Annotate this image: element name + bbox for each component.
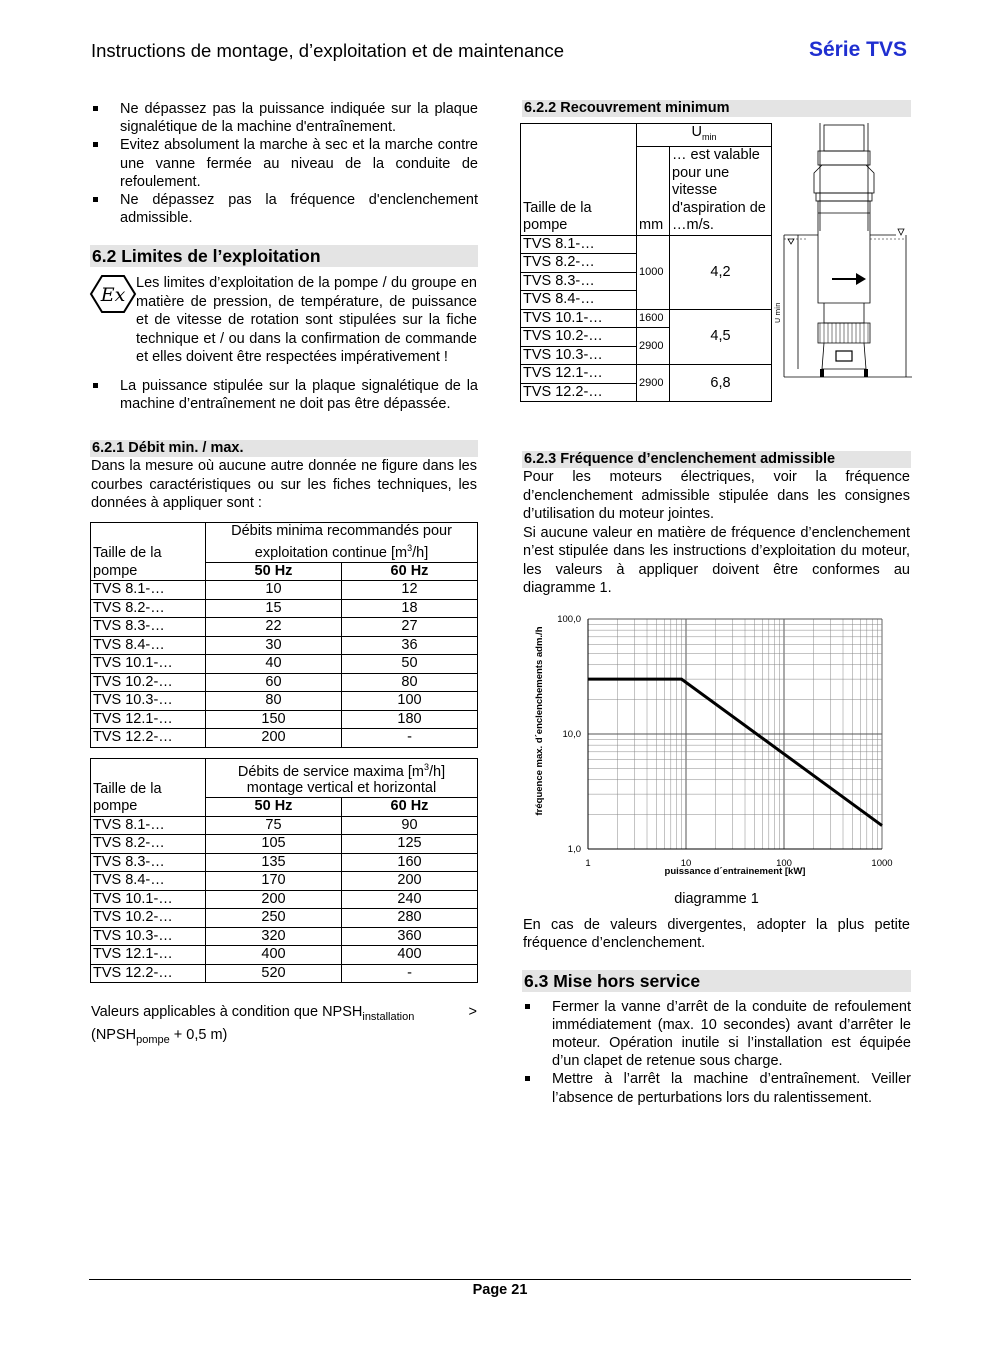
coverage-header-size: Taille de la pompe [521, 124, 637, 236]
value-50hz-cell: 520 [206, 964, 342, 983]
pump-size-cell: TVS 12.2-… [91, 729, 206, 748]
table-row [91, 692, 478, 711]
value-60hz-cell: 280 [342, 909, 478, 928]
pump-installation-drawing [774, 123, 912, 381]
value-60hz-cell: 360 [342, 927, 478, 946]
section-6-2-3-text-a: Pour les moteurs électriques, voir la fréquence d’enclenchement admissible stipulée dans les consignes d’utilisation du moteur jointes. [523, 469, 910, 522]
col-60hz-header: 60 Hz [342, 798, 478, 817]
value-50hz-cell: 250 [206, 909, 342, 928]
table-row [91, 835, 478, 854]
pump-size-cell: TVS 12.1-… [521, 365, 637, 384]
bullet-item: Fermer la vanne d’arrêt de la conduite de refoulement immédiatement (max. 10 secondes) avant d’arrêter le moteur. Opération inutile si l’installation est équipée d’un clapet de retenue sous charge. [522, 998, 911, 1071]
pump-size-cell: TVS 10.1-… [91, 890, 206, 909]
col-60hz-header: 60 Hz [341, 562, 477, 581]
value-50hz-cell: 150 [206, 710, 342, 729]
value-60hz-cell: 27 [341, 618, 477, 637]
value-60hz-cell: 200 [342, 872, 478, 891]
footer-divider [89, 1279, 911, 1280]
chart-x-tick-label: 10 [680, 857, 692, 869]
table-row [91, 710, 478, 729]
pump-size-cell: TVS 8.2-… [521, 254, 637, 273]
value-60hz-cell: 80 [341, 673, 477, 692]
section-6-2-1-heading: 6.2.1 Débit min. / max. [90, 440, 478, 457]
section-6-2-2-heading: 6.2.2 Recouvrement minimum [522, 100, 911, 117]
coverage-header-speed: … est valable pour une vitesse d'aspiration de …m/s. [670, 147, 772, 236]
pump-size-cell: TVS 8.3-… [91, 853, 206, 872]
pump-size-cell: TVS 8.1-… [521, 235, 637, 254]
value-50hz-cell: 40 [206, 655, 342, 674]
table-header-flow: Débits minima recommandés pour exploitation continue $[m^3/h]$ [206, 522, 478, 562]
table-row [91, 655, 478, 674]
table-row [91, 618, 478, 637]
mm-cell: 1600 [637, 309, 670, 328]
table-header-size: Taille de la pompe [91, 522, 206, 580]
ex-warning-text: Les limites d’exploitation de la pompe / du groupe en matière de pression, de température, de puissance et de vitesse de rotation sont stipulées sur la fiche technique et / ou dans la confirmation de commande et elles doivent être respectées impérativement ! [136, 275, 477, 366]
pump-size-cell: TVS 8.1-… [91, 581, 206, 600]
pump-size-cell: TVS 10.2-… [91, 909, 206, 928]
value-60hz-cell: 400 [342, 946, 478, 965]
table-row [91, 946, 478, 965]
pump-size-cell: TVS 10.3-… [91, 927, 206, 946]
pump-size-cell: TVS 10.2-… [521, 328, 637, 347]
mm-cell: 1000 [637, 235, 670, 309]
coverage-block [522, 123, 911, 429]
table-row [91, 872, 478, 891]
pump-size-cell: TVS 8.1-… [91, 816, 206, 835]
divergent-values-text: En cas de valeurs divergentes, adopter la plus petite fréquence d’enclenchement. [523, 916, 910, 951]
pump-size-cell: TVS 10.2-… [91, 673, 206, 692]
value-50hz-cell: 105 [206, 835, 342, 854]
value-50hz-cell: 15 [206, 599, 342, 618]
table-header-flow: Débits de service maxima $[m^3/h]$ montage vertical et horizontal [206, 758, 478, 798]
pump-size-cell: TVS 12.2-… [91, 964, 206, 983]
section-6-2-heading: 6.2 Limites de l’exploitation [90, 245, 478, 267]
flow-arrow-icon [832, 273, 866, 285]
bullet-item: Ne dépassez pas la fréquence d'enclenchement admissible. [90, 191, 478, 227]
value-50hz-cell: 22 [206, 618, 342, 637]
value-50hz-cell: 30 [206, 636, 342, 655]
value-60hz-cell: 50 [341, 655, 477, 674]
table-row [91, 853, 478, 872]
table-row [91, 599, 478, 618]
value-60hz-cell: 180 [341, 710, 477, 729]
speed-cell: 4,5 [670, 309, 772, 365]
chart-x-tick-label: 1 [585, 857, 591, 869]
pump-size-cell: TVS 8.3-… [521, 272, 637, 291]
table-row [91, 816, 478, 835]
table-row [91, 673, 478, 692]
mm-cell: 2900 [637, 328, 670, 365]
ex-atex-icon [90, 274, 136, 314]
u-min-label: U min [774, 302, 782, 323]
table-row [91, 581, 478, 600]
chart-caption: diagramme 1 [674, 890, 759, 907]
left-column [90, 100, 478, 1049]
chart-y-label: fréquence max. d´enclenchements adm./h [534, 625, 545, 816]
chart-x-tick-label: 100 [776, 857, 792, 869]
col-50hz-header: 50 Hz [206, 798, 342, 817]
value-50hz-cell: 60 [206, 673, 342, 692]
value-50hz-cell: 400 [206, 946, 342, 965]
speed-cell: 6,8 [670, 365, 772, 402]
pump-size-cell: TVS 10.3-… [521, 346, 637, 365]
intro-bullets [90, 100, 478, 227]
svg-text:Ex: Ex [100, 284, 126, 307]
page-number: Page 21 [472, 1282, 528, 1298]
value-60hz-cell: 12 [341, 581, 477, 600]
value-50hz-cell: 10 [206, 581, 342, 600]
chart-series-line [588, 679, 882, 825]
section-6-3-heading: 6.3 Mise hors service [522, 970, 911, 992]
pump-size-cell: TVS 8.2-… [91, 599, 206, 618]
chart-grid [588, 619, 882, 849]
table-row [521, 365, 772, 384]
section-6-2-1-text: Dans la mesure où aucune autre donnée ne figure dans les courbes caractéristiques ou sur les fiches techniques, les données à appliquer sont : [91, 458, 477, 512]
value-60hz-cell: - [342, 964, 478, 983]
bullet-item: Evitez absolument la marche à sec et la marche contre une vanne fermée au niveau de la conduite de refoulement. [90, 136, 478, 191]
section-6-2-3-heading: 6.2.3 Fréquence d’enclenchement admissible [522, 451, 911, 468]
chart-y-tick-label: 10,0 [562, 728, 581, 740]
table-row [91, 890, 478, 909]
value-60hz-cell: 90 [342, 816, 478, 835]
pump-size-cell: TVS 10.3-… [91, 692, 206, 711]
table-row [91, 636, 478, 655]
value-60hz-cell: 125 [342, 835, 478, 854]
pump-size-cell: TVS 12.1-… [91, 946, 206, 965]
value-60hz-cell: - [341, 729, 477, 748]
value-50hz-cell: 170 [206, 872, 342, 891]
value-50hz-cell: 135 [206, 853, 342, 872]
min-coverage-table [520, 123, 772, 402]
value-60hz-cell: 160 [342, 853, 478, 872]
max-flow-table [90, 758, 478, 984]
pump-size-cell: TVS 10.1-… [91, 655, 206, 674]
switching-frequency-chart [522, 603, 911, 889]
chart-x-tick-label: 1000 [871, 857, 893, 869]
series-title: Série TVS [808, 38, 907, 61]
pump-size-cell: TVS 8.4-… [521, 291, 637, 310]
pump-size-cell: TVS 8.2-… [91, 835, 206, 854]
table-row [521, 235, 772, 254]
right-column [522, 100, 911, 1107]
pump-size-cell: TVS 8.4-… [91, 636, 206, 655]
ex-warning-block [90, 274, 478, 367]
coverage-header-umin: $U_{min}$ [637, 124, 772, 147]
min-flow-table [90, 522, 478, 748]
table-header-size: Taille de la pompe [91, 758, 206, 816]
value-50hz-cell: 200 [206, 890, 342, 909]
value-50hz-cell: 200 [206, 729, 342, 748]
chart-x-label: puissance d´entrainement [kW] [664, 865, 806, 877]
value-50hz-cell: 75 [206, 816, 342, 835]
pump-size-cell: TVS 12.1-… [91, 710, 206, 729]
chart-y-tick-label: 100,0 [557, 613, 581, 625]
pump-size-cell: TVS 10.1-… [521, 309, 637, 328]
value-60hz-cell: 36 [341, 636, 477, 655]
coverage-header-mm: mm [637, 147, 670, 236]
table-row [521, 309, 772, 328]
pump-size-cell: TVS 8.4-… [91, 872, 206, 891]
value-50hz-cell: 80 [206, 692, 342, 711]
col-50hz-header: 50 Hz [206, 562, 342, 581]
npsh-note: Valeurs applicables à condition que $NPSH_{installation}$ > ($NPSH_{pompe} + 0,5$ m) [91, 1004, 477, 1047]
value-60hz-cell: 100 [341, 692, 477, 711]
table-row [91, 909, 478, 928]
table-row [91, 964, 478, 983]
table-row [91, 927, 478, 946]
chart-y-tick-label: 1,0 [567, 843, 581, 855]
pump-size-cell: TVS 12.2-… [521, 383, 637, 402]
value-50hz-cell: 320 [206, 927, 342, 946]
pump-size-cell: TVS 8.3-… [91, 618, 206, 637]
bullet-item: Mettre à l’arrêt la machine d’entraînement. Veiller l’absence de perturbations lors du ralentissement. [522, 1070, 911, 1106]
value-60hz-cell: 18 [341, 599, 477, 618]
document-title: Instructions de montage, d’exploitation et de maintenance [91, 40, 565, 61]
section-6-2-3-text-b: Si aucune valeur en matière de fréquence d’enclenchement n’est stipulée dans les instructions d’exploitation du moteur, les valeurs à appliquer doivent être conformes au diagramme 1. [523, 524, 910, 596]
speed-cell: 4,2 [670, 235, 772, 309]
mm-cell: 2900 [637, 365, 670, 402]
power-bullets [90, 377, 478, 413]
bullet-item: Ne dépassez pas la puissance indiquée sur la plaque signalétique de la machine d'entraînement. [90, 100, 478, 136]
shutdown-bullets [522, 998, 911, 1107]
bullet-item: La puissance stipulée sur la plaque signalétique de la machine d’entraînement ne doit pas être dépassée. [90, 377, 478, 413]
value-60hz-cell: 240 [342, 890, 478, 909]
table-row [91, 729, 478, 748]
